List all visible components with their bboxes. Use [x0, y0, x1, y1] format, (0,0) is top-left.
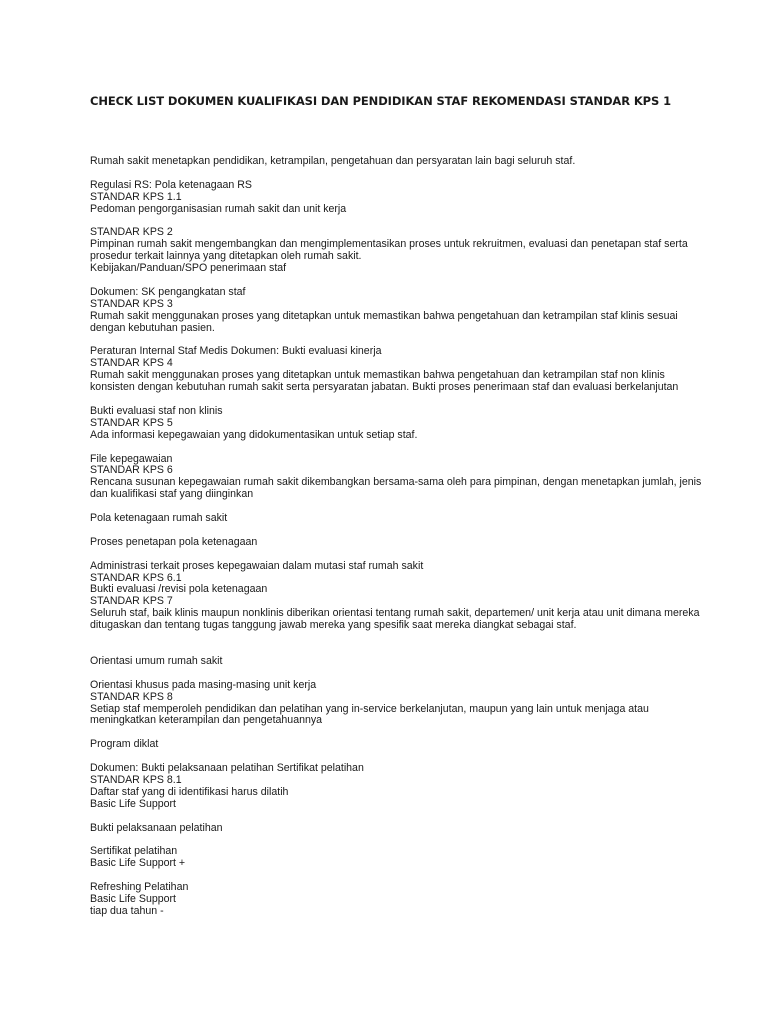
- document-line: meningkatkan keterampilan dan pengetahuannya: [90, 714, 323, 727]
- document-line: Regulasi RS: Pola ketenagaan RS: [90, 178, 252, 191]
- document-title: CHECK LIST DOKUMEN KUALIFIKASI DAN PENDIDIKAN STAF REKOMENDASI STANDAR KPS 1: [90, 94, 671, 108]
- document-paragraph: [90, 452, 702, 502]
- document-line: Daftar staf yang di identifikasi harus dilatih: [90, 785, 289, 798]
- document-line: tiap dua tahun -: [90, 904, 164, 917]
- document-line: Dokumen: SK pengangkatan staf: [90, 285, 246, 298]
- document-paragraph: [90, 406, 690, 442]
- document-line: Ada informasi kepegawaian yang didokumentasikan untuk setiap staf.: [90, 428, 418, 441]
- document-line: Rumah sakit menggunakan proses yang ditetapkan untuk memastikan bahwa pengetahuan dan ketrampilan staf klinis sesuai: [90, 309, 678, 322]
- document-line: dengan kebutuhan pasien.: [90, 321, 215, 334]
- document-line: Rumah sakit menggunakan proses yang ditetapkan untuk memastikan bahwa pengetahuan dan ketrampilan staf non klinis: [90, 369, 665, 382]
- document-paragraph: [90, 513, 690, 525]
- document-line: Bukti evaluasi /revisi pola ketenagaan: [90, 583, 268, 596]
- document-line: STANDAR KPS 5: [90, 416, 173, 429]
- document-line: Bukti pelaksanaan pelatihan: [90, 821, 223, 834]
- document-line: Basic Life Support: [90, 797, 176, 810]
- document-line: Seluruh staf, baik klinis maupun nonklinis diberikan orientasi tentang rumah sakit, departemen/ unit kerja atau unit dimana mereka: [90, 607, 700, 620]
- document-paragraph: [90, 156, 690, 168]
- document-paragraph: [90, 739, 690, 751]
- document-line: STANDAR KPS 8: [90, 690, 173, 703]
- document-line: dan kualifikasi staf yang diinginkan: [90, 488, 254, 501]
- document-line: Setiap staf memperoleh pendidikan dan pelatihan yang in-service berkelanjutan, maupun yang lain untuk menjaga atau: [90, 702, 649, 715]
- document-paragraph: [90, 287, 690, 335]
- document-paragraph: [90, 763, 690, 811]
- document-line: Proses penetapan pola ketenagaan: [90, 535, 258, 548]
- document-paragraph: [90, 680, 690, 728]
- document-paragraph: [90, 537, 690, 549]
- document-line: Rumah sakit menetapkan pendidikan, ketrampilan, pengetahuan dan persyaratan lain bagi seluruh staf.: [90, 155, 576, 167]
- document-line: STANDAR KPS 6.1: [90, 571, 182, 584]
- document-paragraph: [90, 846, 690, 870]
- document-line: STANDAR KPS 1.1: [90, 190, 182, 203]
- document-line: Kebijakan/Panduan/SPO penerimaan staf: [90, 262, 287, 275]
- document-paragraph: [90, 656, 690, 668]
- document-paragraph: [90, 882, 690, 918]
- document-line: konsisten dengan kebutuhan rumah sakit serta persyaratan jabatan. Bukti proses penerimaan staf dan evaluasi berkelanjutan: [90, 381, 679, 394]
- document-line: STANDAR KPS 8.1: [90, 773, 182, 786]
- document-line: Pedoman pengorganisasian rumah sakit dan unit kerja: [90, 202, 347, 215]
- document-paragraph: [90, 559, 700, 632]
- document-line: Bukti evaluasi staf non klinis: [90, 404, 223, 417]
- document-line: Peraturan Internal Staf Medis Dokumen: Bukti evaluasi kinerja: [90, 345, 382, 358]
- document-line: STANDAR KPS 3: [90, 297, 173, 310]
- document-paragraph: [90, 823, 690, 835]
- document-line: Pimpinan rumah sakit mengembangkan dan mengimplementasikan proses untuk rekruitmen, evaluasi dan penetapan staf serta: [90, 238, 688, 251]
- document-line: Basic Life Support +: [90, 857, 186, 870]
- document-line: STANDAR KPS 6: [90, 464, 173, 477]
- document-line: Administrasi terkait proses kepegawaian dalam mutasi staf rumah sakit: [90, 559, 424, 572]
- document-line: Orientasi umum rumah sakit: [90, 654, 223, 667]
- document-line: Dokumen: Bukti pelaksanaan pelatihan Sertifikat pelatihan: [90, 762, 364, 775]
- document-line: Rencana susunan kepegawaian rumah sakit dikembangkan bersama-sama oleh para pimpinan, dengan menetapkan jumlah, jenis: [90, 476, 702, 489]
- document-line: STANDAR KPS 4: [90, 357, 173, 370]
- document-line: Sertifikat pelatihan: [90, 845, 178, 858]
- document-paragraph: [90, 346, 690, 394]
- document-line: STANDAR KPS 7: [90, 595, 173, 608]
- document-body: [90, 155, 702, 930]
- document-line: Program diklat: [90, 738, 159, 751]
- document-line: ditugaskan dan tentang tugas tanggung jawab mereka yang spesifik saat mereka diangkat sebagai staf.: [90, 619, 577, 632]
- document-line: File kepegawaian: [90, 452, 173, 465]
- document-paragraph: [90, 180, 690, 216]
- document-line: prosedur terkait lainnya yang ditetapkan oleh rumah sakit.: [90, 250, 362, 263]
- document-line: Pola ketenagaan rumah sakit: [90, 512, 228, 525]
- document-line: Refreshing Pelatihan: [90, 881, 189, 894]
- document-line: Orientasi khusus pada masing-masing unit kerja: [90, 678, 317, 691]
- document-paragraph: [90, 227, 690, 275]
- document-line: STANDAR KPS 2: [90, 226, 173, 239]
- document-line: Basic Life Support: [90, 892, 176, 905]
